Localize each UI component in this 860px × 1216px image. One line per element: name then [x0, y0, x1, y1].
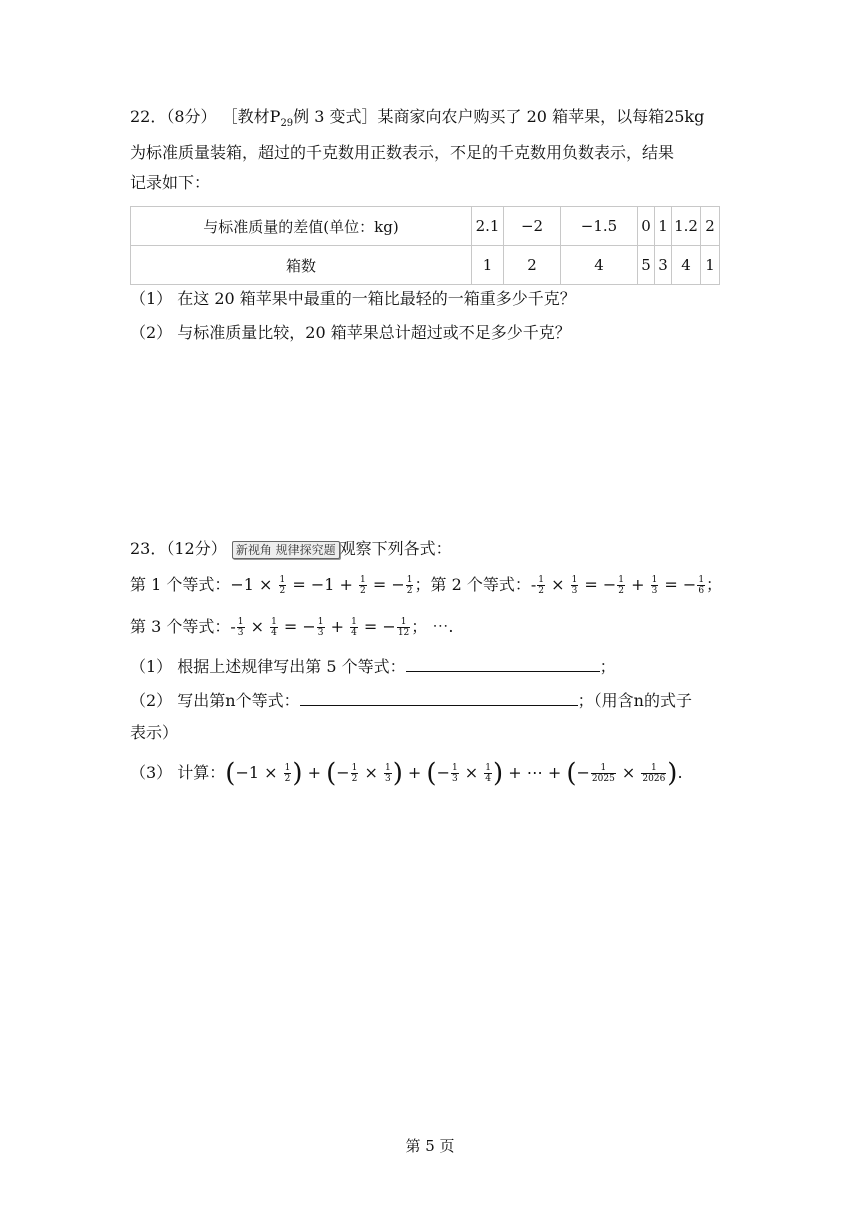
q23-line1 — [130, 538, 452, 560]
q22-number: 22． — [130, 107, 167, 126]
table-cell: 5 — [638, 246, 655, 285]
eq1-label: 第 1 个等式： — [130, 575, 231, 594]
page-number: 第 5 页 — [405, 1137, 455, 1155]
table-cell: 4 — [672, 246, 701, 285]
table-cell: 2 — [504, 246, 561, 285]
q23-sub3-text: （3） 计算： — [130, 763, 226, 782]
q23-sub1-text: （1） 根据上述规律写出第 5 个等式： — [130, 657, 406, 676]
var-n: n — [225, 691, 236, 710]
q22-sub1: （1） 在这 20 箱苹果中最重的一箱比最轻的一箱重多少千克？ — [130, 289, 576, 308]
q23-sub2-text: （2） 写出第 — [130, 691, 226, 710]
table-cell: 4 — [561, 246, 638, 285]
q22-source-tail: 例 3 变式］ — [293, 107, 378, 126]
q23-number: 23． — [130, 539, 167, 558]
eq3-expression: - $\frac{1}{3}$ × $\frac{1}{4}$ = − $\frac{1}{3}$ + $\frac{1}{4}$ = − $\frac{1}{12}$ ； ⋯. — [230, 617, 454, 638]
table-cell: 2 — [701, 207, 720, 246]
q23-sub1-tail: ； — [599, 657, 616, 676]
q23-sub3 — [130, 758, 683, 789]
q23-eq-line1 — [130, 574, 722, 596]
q23-sub2-mid: 个等式： — [235, 691, 300, 710]
q23-sub2-tail: ；（用含 — [577, 691, 634, 710]
eq2-label: 第 2 个等式： — [430, 575, 531, 594]
table-cell: −1.5 — [561, 207, 638, 246]
table-cell: 1 — [655, 207, 672, 246]
var-n: n — [633, 691, 644, 710]
q23-score: （12分） — [166, 539, 227, 558]
q23-intro: 观察下列各式： — [339, 539, 452, 558]
q22-source: ［教材P — [221, 107, 281, 126]
answer-blank-2[interactable] — [300, 691, 578, 706]
q22-sub2: （2） 与标准质量比较，20 箱苹果总计超过或不足多少千克？ — [130, 323, 571, 342]
q22-line3: 记录如下： — [130, 173, 211, 192]
q23-sub1 — [130, 656, 616, 678]
q22-line2: 为标准质量装箱，超过的千克数用正数表示，不足的千克数用负数表示，结果 — [130, 143, 675, 162]
q22-table — [130, 206, 720, 285]
table-cell: 0 — [638, 207, 655, 246]
q22-score: （8分） — [166, 107, 217, 126]
q23-sub2 — [130, 690, 692, 712]
eq1-expression: −1 × $\frac{1}{2}$ = −1 + $\frac{1}{2}$ = − $\frac{1}{2}$ ； — [230, 575, 431, 596]
table-row — [131, 246, 720, 285]
table-row — [131, 207, 720, 246]
table-cell: −2 — [504, 207, 561, 246]
q22-line1 — [130, 106, 704, 135]
eq2-expression: - $\frac{1}{2}$ × $\frac{1}{3}$ = − $\frac{1}{2}$ + $\frac{1}{3}$ = − $\frac{1}{6}$ ； — [530, 575, 723, 596]
eq3-label: 第 3 个等式： — [130, 617, 231, 636]
table-header-count: 箱数 — [131, 246, 472, 285]
table-cell: 1 — [701, 246, 720, 285]
q23-sub2-line2: 表示） — [130, 723, 179, 742]
q23-sub2-end: 的式子 — [643, 691, 692, 710]
answer-blank-1[interactable] — [406, 657, 600, 672]
table-header-diff: 与标准质量的差值(单位：kg) — [131, 207, 472, 246]
q22-line1-text: 某商家向农户购买了 20 箱苹果，以每箱25kg — [377, 107, 705, 126]
table-cell: 3 — [655, 246, 672, 285]
q23-eq-line2 — [130, 616, 453, 638]
q23-tag-badge: 新视角 规律探究题 — [232, 541, 340, 559]
sum-expression: (−1 × $\frac{1}{2}$ ) + (− $\frac{1}{2}$ × $\frac{1}{3}$ ) + (− $\frac{1}{3}$ × $\frac{1}{4}$ ) + ⋯ + (− $\frac{1}{2025}$ × $\frac{1}{2026}$ ). — [225, 758, 683, 789]
q22-source-sub: 29 — [280, 118, 294, 130]
table-cell: 1.2 — [672, 207, 701, 246]
table-cell: 1 — [472, 246, 504, 285]
table-cell: 2.1 — [472, 207, 504, 246]
